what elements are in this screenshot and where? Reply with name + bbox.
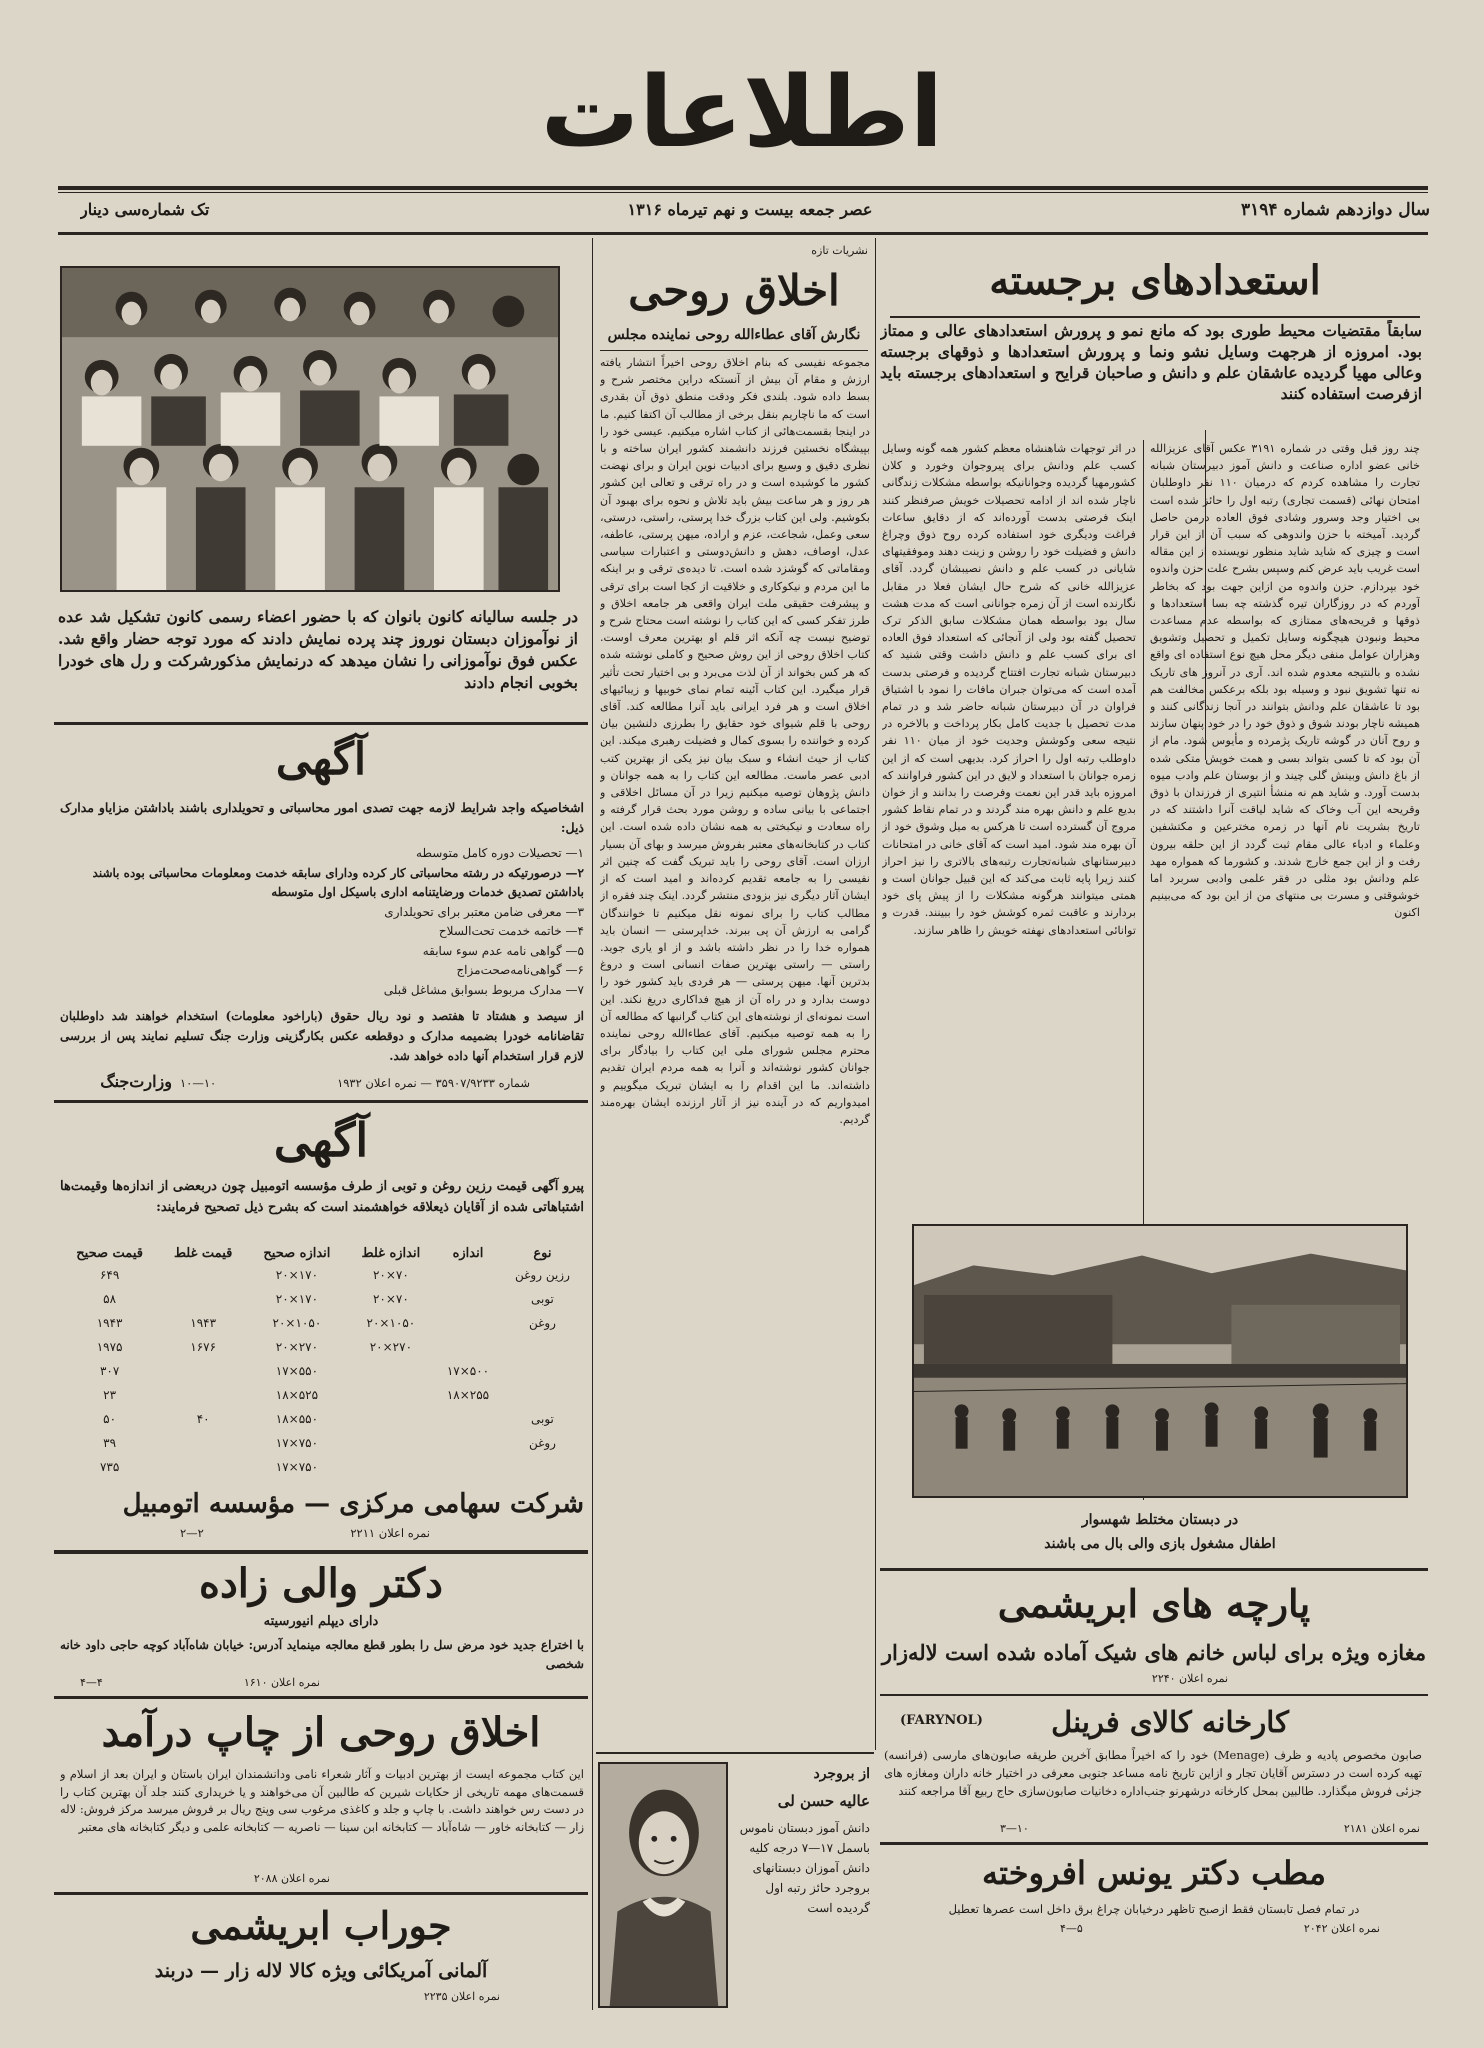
rule-above-farynol (880, 1694, 1428, 1696)
rule-above-silk (880, 1568, 1428, 1571)
correction-table-cell (501, 1479, 584, 1480)
correction-table-row (60, 1287, 584, 1311)
talents-column-right: چند روز قبل وقتی در شماره ۳۱۹۱ عکس آقای عزیزالله خانی عضو اداره صناعت و دانش آموز دبیرستان شبانه تجارت را مشاهده کردم که درمیان ۱۱۰ نفر داوطلبان امتحان نهائی (قسمت تجاری) رتبه اول را حائز شده است بی اختیار وجد وسرور وشادی فوق العاده درمن حاصل گردید. آمیخته با حزن واندوهی که سبب آن از این قرار است و چیزی که شاید شاید منظور نویسنده از این مقاله است غریب باید عرض کنم وسپس بشرح علت حزن واندوه خود بپردازم. حزن واندوه من ازاین جهت بود که بخاطر آوردم که در روزگاران تیره گذشته چه بسا استعدادها و ذوقها و قریحه‌های ممتازی که بواسطه عدم مساعدت محیط ونبودن هیچگونه وسایل تکمیل و تحصیل وتشویق وهزاران عوامل منفی دیگر محل هیچ نوع استفاده ای واقع نشده و بالنتیجه معدوم شده اند. آری در آنروز های تاریک نه تنها تشویق نبود و وسیله بود بلکه برعکس مخالفت هم بود تا عاشقان علم ودانش بتوانند در آنجا زندگانی کنند و همیشه ناچار بودند شوق و ذوق خود را در خود پنهان سازند و روح آنان در گوشه تاریک پژمرده و مأیوس شود. مام از آن بود که تا کسی بتواند بسی و همت خویش متکی شده از باغ دانش وبینش گلی چیند و از بوستان علم وادب میوه بدست آورد. و شاید هم نه منشأ انتیری از فرزندان با ذوق وقریحه این آب وخاک که شاید لیاقت آنرا داشتند که در تاریخ بشریت نام آنها در زمره مخترعین و مکتشفین وعلماء و ادباء عالی مقام ثبت گردد از این حلقه بیرون رفت و از این جمع خارج شدند. و کشورما که همواره مهد علم ودانش بود مثلی در فقر علمی وادبی سربرد اما خوشوقتی و مسرت بی منتهای من از این بود که می‌بینیم اکنون (1150, 442, 1420, 920)
book-ad-ad-no: نمره اعلان ۲۰۸۸ (253, 1872, 330, 1885)
notice1-run: ۱۰—۱۰ (180, 1076, 217, 1090)
correction-table-cell: ۵۵۰×۱۷ (275, 1364, 319, 1378)
notice1-signer: وزارت‌جنگ (100, 1072, 172, 1091)
talents-lede: سابقاً مقتضیات محیط طوری بود که مانع نمو و پرورش استعدادهای عالی و ممتاز بود. امروزه از هرجهت وسایل نشو ونما و پرورش استعدادها و ذوقهای برجسته وعالی مهیا گردیده عاشقان علم و دانش و صاحبان قرایح و استعدادهای برجسته باید ازفرصت استفاده کنند (880, 321, 1422, 403)
correction-table-cell: ۷۵۰×۱۷ (275, 1460, 319, 1474)
correction-table-cell: ۱۹۷۵ (96, 1340, 123, 1354)
correction-table-cell: ۶۴۹ (99, 1268, 120, 1282)
correction-table-cell (159, 1359, 247, 1383)
notice2-ad-no: نمره اعلان ۲۲۱۱ (350, 1526, 430, 1540)
correction-table-cell: ۵۵۰×۱۸ (275, 1412, 319, 1426)
masthead-rule-top (58, 186, 1428, 190)
col-header-correct-price: قیمت صحیح (76, 1246, 143, 1261)
masthead (540, 48, 944, 178)
dr-valizadeh-title: دکتر والی زاده (198, 1560, 443, 1607)
correction-table-row (60, 1263, 584, 1287)
rule-above-ghazvin (596, 1752, 874, 1754)
correction-table-cell (501, 1335, 584, 1359)
correction-table-cell: ۳۹ (103, 1436, 117, 1450)
notice1-intro: اشخاصیکه واجد شرایط لازمه جهت تصدی امور محاسباتی و تحویلداری باشند باداشتن مزایاو مدارک ذیل: (60, 800, 584, 835)
notice1-item: ۷— مدارک مربوط بسوابق مشاغل قبلی (383, 982, 584, 997)
ghazvin-name: عالیه حسن لی (777, 1792, 870, 1810)
correction-table-cell: توبی (531, 1292, 554, 1306)
portrait-illustration (600, 1764, 726, 2006)
col-header-wrong-size: اندازه غلط (361, 1246, 421, 1261)
correction-table-cell (159, 1431, 247, 1455)
rule-above-notice1 (54, 722, 588, 725)
school-photo-illustration (914, 1226, 1406, 1496)
correction-table-cell: ۲۷۰×۲۰ (275, 1340, 319, 1354)
correction-table-cell: ۱۹۴۳ (190, 1316, 217, 1330)
correction-table-cell (435, 1431, 501, 1455)
silk-fabric-title: پارچه های ابریشمی (997, 1581, 1311, 1626)
notice1-item: ۳— معرفی ضامن معتبر برای تحویلداری (384, 904, 584, 919)
col-header-type: نوع (533, 1246, 552, 1261)
school-photo-subcaption: اطفال مشغول بازی والی بال می باشند (1044, 1536, 1276, 1552)
farynol-title: کارخانه کالای فرینل (1051, 1705, 1289, 1739)
correction-table-cell: ۷۰×۲۰ (372, 1268, 409, 1282)
correction-table-header (60, 1244, 584, 1263)
rule-above-notice2 (54, 1100, 588, 1103)
correction-table-cell: ۷۳۵ (99, 1460, 120, 1474)
dr-younes-run: ۴—۵ (1060, 1922, 1083, 1935)
correction-table-cell: ۵۰۰×۱۷ (446, 1364, 490, 1378)
dr-valizadeh-body: با اختراع جدید خود مرض سل را بطور قطع معالجه مینماید آدرس: خیابان شاه‌آباد کوچه حاجی داود خانه شخصی (60, 1638, 584, 1671)
column-rule-left (592, 238, 593, 2010)
dr-valizadeh-run: ۴—۴ (80, 1676, 103, 1689)
correction-table-cell: ۱۰۵۰×۲۰ (366, 1316, 416, 1330)
column-rule-right (875, 238, 876, 1750)
notice2-signer: شرکت سهامی مرکزی — مؤسسه اتومبیل (122, 1489, 584, 1519)
talents-headline: استعدادهای برجسته (989, 257, 1321, 304)
dr-valizadeh-subtitle: دارای دیپلم انیورسیته (263, 1614, 379, 1629)
col-header-size: اندازه (452, 1246, 484, 1261)
notice1-ad-no: شماره ۳۵۹۰۷/۹۲۳۳ — نمره اعلان ۱۹۳۲ (337, 1076, 530, 1090)
rule-above-valizadeh (54, 1550, 588, 1554)
col-header-wrong-price: قیمت غلط (173, 1246, 233, 1261)
correction-table-cell: ۲۷۰×۲۰ (369, 1340, 413, 1354)
dateline-date: عصر جمعه بیست و نهم تیرماه ۱۳۱۶ (627, 200, 873, 219)
correction-table-cell (247, 1479, 347, 1480)
school-volleyball-photo (912, 1224, 1408, 1498)
girls-group-photo (60, 266, 560, 592)
correction-table-cell: ۵۲۵×۱۸ (275, 1388, 319, 1402)
ethics-kicker: نشریات تازه (811, 244, 868, 257)
dr-younes-body: در تمام فصل تابستان فقط ازصبح تاظهر درخیابان چراغ برق داخل است عصرها تعطیل (948, 1902, 1360, 1916)
notice1-title: آگهی (275, 734, 367, 785)
correction-table-cell (60, 1479, 159, 1480)
dr-younes-ad-no: نمره اعلان ۲۰۴۲ (1303, 1922, 1380, 1935)
correction-table-cell (435, 1287, 501, 1311)
farynol-latin: (FARYNOL) (900, 1713, 983, 1728)
correction-table-cell (347, 1479, 435, 1480)
correction-table-cell: روغن (528, 1436, 556, 1450)
correction-table-cell: ۱۶۷۶ (190, 1340, 217, 1354)
rule-above-socks (54, 1892, 588, 1895)
correction-table-cell (501, 1455, 584, 1479)
correction-table-cell: توبی (531, 1412, 554, 1426)
correction-table-cell: ۵۸ (103, 1292, 117, 1306)
correction-table-cell: ۲۳ (103, 1388, 117, 1402)
notice1-item: ۶— گواهی‌نامه‌صحت‌مزاج (456, 963, 584, 977)
farynol-run: ۳—۱۰ (1000, 1822, 1029, 1835)
talents-headline-box (890, 250, 1420, 312)
correction-table-row (60, 1407, 584, 1431)
notice1-item: ۲— درصورتیکه در رشته محاسباتی کار کرده ودارای سابقه خدمت ومعلومات محاسباتی بوده باشند باداشتن تصدیق خدمات ورضایتنامه اداری باسیکل اول متوسطه (92, 865, 584, 899)
rule-above-book-ad (54, 1696, 588, 1699)
correction-table (60, 1244, 584, 1480)
correction-table-cell: ۳۰۷ (99, 1364, 120, 1378)
correction-table-cell: ۲۵۵×۱۸ (446, 1388, 490, 1402)
dateline-price: تک شماره‌سی دینار (80, 200, 210, 219)
correction-table-cell: روغن (528, 1316, 556, 1330)
notice1-items (60, 844, 584, 1004)
ethics-body: مجموعه نفیسی که بنام اخلاق روحی اخیراً انتشار یافته ارزش و مقام آن بیش از آنستکه دراین مختصر شرح و بسط داده شود. بلندی فکر ودقت منطق ذوق آن بقدری است که ما ناچاریم بنقل برخی از مطالب آن اکتفا کنیم. ما در اینجا بقسمت‌هائی از کتاب اشاره میکنیم. عیسی خود را بپیشگاه نخستین فرزند دانشمند کشور ایران ساخته و با نظری دقیق و وسیع برای ادبیات نوین ایران و برای نهضت کشور ما کوشیده است و در راه ترقی و تعالی این کشور هر روز و هر ساعت بیش باید تلاش و نحوه برای بهبود آن بکوشیم. ولی این کتاب بزرگ خدا پرستی، راستی، درستی، سعی وعمل، شجاعت، عزم و اراده، میهن پرستی، عاطفه، عدل، اوصاف، دهش و دانش‌دوستی و اعتبارات سیاسی ومقاماتی که گوشزد شده است. تا دیده‌ی ترقی و بر اینکه ما این مردم و نیکوکاری و خلاقیت از کجا است برای ترقی و پیشرفت حقیقی ملت ایران واقعی هر جامعه اخلاق و طرز تفکر کسی که این کتاب را نوشته است محتاج شرح و توضیح نیست چه آنکه اثر قلم او بهترین معرف اوست. کتاب اخلاق روحی از این روش صحیح و کاملی نوشته شده که هر کس بخواند از آن لذت می‌برد و بی اختیار تحت تأثیر قرار میگیرد. این کتاب آئینه تمام نمای خوبیها و زیبائیهای اخلاق است و هر فرد ایرانی باید آنرا مطالعه کند. آقای روحی با قلم شیوای خود حقایق را بطرزی دلنشین بیان کرده و خواننده را بسوی کمال و فضیلت رهبری میکند. این کتاب از حیث انشاء و سبک بیان نیز یکی از بهترین کتب ادبی عصر ماست. مطالعه این کتاب را به همه جوانان و دانش پژوهان توصیه میکنیم زیرا در آن مسائل اخلاقی و اجتماعی با بیانی ساده و روشن مورد بحث قرار گرفته و راه سعادت و نیکبختی به همه نشان داده شده است. این کتاب در کتابخانه‌های معتبر بفروش میرسد و بهای آن بسیار ارزان است. آقای روحی را باید تبریک گفت که چنین اثر نفیسی را به جامعه تقدیم کرده‌اند و امید است که از ایشان آثار دیگری نیز بزودی منتشر گردد. اینک چند فقره از مطالب کتاب را برای نمونه نقل میکنیم تا خوانندگان گرامی به ارزش آن پی ببرند. خداپرستی — انسان باید همواره خدا را در نظر داشته باشد و از او یاری جوید. راستی — راستی بهترین صفات انسانی است و دروغ بدترین آنها. میهن پرستی — هر فردی باید کشور خود را دوست بدارد و در راه آن از هیچ فداکاری دریغ نکند. این است نمونه‌ای از نوشته‌های این کتاب گرانبها که مطالعه آن را به همه توصیه میکنیم. آقای عطاءالله روحی نماینده محترم مجلس شورای ملی این کتاب را بیادگار برای جوانان کشور نوشته‌اند و آنرا به همه مردم ایران تقدیم داشته‌اند. ما این اقدام را به ایشان تبریک میگوییم و امیدواریم که در آینده نیز از آثار ارزنده ایشان بهره‌مند گردیم. (600, 356, 870, 1126)
masthead-rule-thin (58, 192, 1428, 193)
col-header-correct-size: اندازه صحیح (263, 1246, 331, 1261)
dr-younes-title: مطب دکتر یونس افروخته (981, 1854, 1327, 1892)
correction-table-cell (159, 1287, 247, 1311)
correction-table-grid (60, 1244, 584, 1480)
notice1-item: ۵— گواهی نامه عدم سوء سابقه (422, 943, 584, 958)
correction-table-cell: ۱۹۴۳ (96, 1316, 123, 1330)
correction-table-row (60, 1359, 584, 1383)
notice2-title: آگهی (273, 1113, 369, 1167)
correction-table-cell: ۷۰×۲۰ (372, 1292, 409, 1306)
correction-table-cell (501, 1359, 584, 1383)
correction-table-cell: ۷۵۰×۱۷ (275, 1436, 319, 1450)
rule-above-younes (880, 1842, 1428, 1845)
dateline-issue: سال دوازدهم شماره ۳۱۹۴ (1241, 200, 1430, 220)
dr-valizadeh-ad-no: نمره اعلان ۱۶۱۰ (243, 1676, 320, 1689)
ethics-byline-rule (600, 350, 868, 351)
notice1-item: ۱— تحصیلات دوره کامل متوسطه (416, 846, 584, 860)
correction-table-cell (159, 1383, 247, 1407)
correction-table-cell: ۴۰ (196, 1412, 210, 1426)
silk-socks-ad-no: نمره اعلان ۲۲۳۵ (423, 1990, 500, 2003)
talents-headline-rule (890, 316, 1420, 318)
correction-table-cell (435, 1335, 501, 1359)
correction-table-cell (347, 1455, 435, 1479)
silk-socks-title: جوراب ابریشمی (190, 1903, 452, 1948)
correction-table-row (60, 1311, 584, 1335)
farynol-body: صابون مخصوص پادیه و ظرف (Menage) خود را که اخیراً مطابق آخرین طریقه صابون‌های مارسی (فرانسه) تهیه کرده است در دسترس آقایان تجار و ازاین تاریخ نامه مساعد جنوبی معرفی در اختیار خانه داران ومغازه های جزئی فروش میگذارد. طالبین بمحل کارخانه درشهرنو جنب‌اداره دخانیات صابون‌سازی حاج ربیع آقا مراجعه کنند (884, 1748, 1422, 1798)
correction-table-row (60, 1431, 584, 1455)
correction-table-cell: ۱۷۰×۲۰ (275, 1268, 319, 1282)
correction-table-row (60, 1335, 584, 1359)
correction-table-cell (347, 1407, 435, 1431)
correction-table-cell (435, 1311, 501, 1335)
silk-fabric-subtitle: مغازه ویژه برای لباس خانم های شیک آماده شده است لاله‌زار (881, 1640, 1427, 1665)
ethics-byline: نگارش آقای عطاءالله روحی نماینده مجلس (607, 327, 861, 343)
correction-table-cell (347, 1383, 435, 1407)
correction-table-row (60, 1383, 584, 1407)
correction-table-cell (159, 1479, 247, 1480)
masthead-title: اطلاعات (540, 56, 944, 170)
silk-fabric-ad-no: نمره اعلان ۲۲۴۰ (1151, 1672, 1229, 1685)
correction-table-cell (159, 1455, 247, 1479)
correction-table-cell (347, 1359, 435, 1383)
student-portrait-photo (598, 1762, 728, 2008)
book-ad-title: اخلاق روحی از چاپ درآمد (101, 1709, 541, 1756)
school-photo-caption: در دبستان مختلط شهسوار (1081, 1512, 1239, 1528)
correction-table-cell: رزین روغن (515, 1268, 570, 1282)
correction-table-cell (435, 1407, 501, 1431)
correction-table-cell (501, 1383, 584, 1407)
correction-table-cell (347, 1431, 435, 1455)
ghazvin-kicker: از بروجرد (813, 1766, 870, 1782)
notice1-outro: از سیصد و هشتاد تا هفتصد و نود ریال حقوق (باراخود معلومات) استخدام خواهند شد داوطلبان تقاضانامه خودرا بضمیمه مدارک و دوقطعه عکس بکارگزینی وزارت جنگ تسلیم نمایند پس از بررسی لازم قرار استخدام آنها داده خواهد شد. (60, 1009, 584, 1063)
farynol-ad-no: نمره اعلان ۲۱۸۱ (1343, 1822, 1420, 1835)
silk-socks-subtitle: آلمانی آمریکائی ویژه کالا لاله زار — دربند (154, 1960, 488, 1982)
notice1-item: ۴— خاتمه خدمت تحت‌السلاح (438, 924, 584, 938)
correction-table-cell (435, 1455, 501, 1479)
talents-column-left: در اثر توجهات شاهنشاه معظم کشور همه گونه وسایل کسب علم ودانش برای پیروجوان وخورد و کلان کشورمهیا گردیده وجوانانیکه بواسطه مشکلات زندگانی ناچار شده اند از ادامه تحصیلات خویش صرفنظر کنند اینک فرصتی بدست آورده‌اند که از دقایق ساعات فراغت ودیگری خود استفاده کرده روح ذوق وچراغ دانش و فضیلت خود را روشن و زینت دهند وموفقیتهای شایانی در کسب علم و دانش نصیبشان گردد. آقای عزیزالله خانی که شرح حال ایشان فعلا در مقابل نگارنده است از آن زمره جوانانی است که مدت هشت سال بود بواسطه همان مشکلات سابق الذکر ترک تحصیل گفته بود ولی از آنجائی که استعداد فوق العاده ای برای کسب علم و دانش داشت وقتی شنید که دبیرستان شبانه تجارت افتتاح گردیده و فرصتی بدست آمده است که می‌توان جبران مافات را نمود با اشتیاق فراوان در آن دبیرستان شبانه حاضر شد و در تمام مدت تحصیل با جدیت کامل بکار پرداخت و بالاخره در نتیجه سعی وکوشش وجدیت خود از میان ۱۱۰ نفر داوطلب رتبه اول را احراز کرد. بدیهی است که از این زمره جوانان با استعداد و لایق در این کشور فراوانند که امروزه باید قدر این نعمت وفرصت را بدانند و از خوان بدیع علم و دانش بهره مند گردند و در تمام نقاط کشور مروج آن گسترده است تا هرکس به میل وشوق خود از آن بهره مند شود. امید است که آقای خانی در امتحانات دبیرستانهای شبانه‌تجارت رتبه‌های بالاتری را نیز احراز کنند زیرا پایه ثابت می‌کند که این قبیل جوانان است و همتی میتوانند هرگونه مشکلات را از پیش پای خود بردارند و عاقبت ثمره کوشش خود را ببینند. قدرت و توانائی استعدادهای نهفته خویش را ظاهر سازند. (882, 442, 1136, 937)
correction-table-cell: ۱۷۰×۲۰ (275, 1292, 319, 1306)
correction-table-cell (435, 1263, 501, 1287)
ghazvin-body: دانش آموز دبستان ناموس باسمل ۱۷—۷ درجه کلیه دانش آموزان دبستانهای بروجرد حائز رتبه اول گردیده است (739, 1821, 870, 1915)
correction-table-row (60, 1455, 584, 1479)
notice2-intro: پیرو آگهی قیمت رزین روغن و توبی از طرف مؤسسه اتومبیل چون دربعضی از اندازه‌ها وقیمت‌ها اشتباهاتی شده از آقایان ذیعلاقه خواهشمند است که بشرح ذیل تصحیح فرمایند: (60, 1179, 584, 1215)
ethics-headline: اخلاق روحی (628, 266, 840, 315)
girls-photo-illustration (62, 268, 558, 590)
correction-table-cell (159, 1263, 247, 1287)
correction-table-cell: ۵۰ (103, 1412, 117, 1426)
book-ad-body: این کتاب مجموعه ایست از بهترین ادبیات و آثار شعراء نامی ودانشمندان ایران باستان و ایران بعد از اسلام و قسمت‌های مهمه تاریخی از حکایات شیرین که طالبین آن می‌خواهند و یا خریداری کنند جلد آن بهترین کتاب را در دست رس خواهند داشت. با چاپ و جلد و کاغذی مرغوب سی وپنج ریال بر فروش میرسد مرکز فروش: لاله زار — کتابخانه خاور — شاه‌آباد — کتابخانه ابن سینا — ناصریه — کتابخانه علمی و دیگر کتابخانه های معتبر (60, 1767, 584, 1834)
correction-table-cell (435, 1479, 501, 1480)
dateline-rule (58, 232, 1428, 235)
notice2-run: ۲—۲ (180, 1526, 204, 1540)
correction-table-cell: ۱۰۵۰×۲۰ (272, 1316, 322, 1330)
girls-photo-caption: در جلسه سالیانه کانون بانوان که با حضور اعضاء رسمی کانون تشکیل شد عده از نوآموزان دبستان نوروز چند پرده نمایش دادند که مورد توجه حضار واقع شد. عکس فوق نوآموزانی را نشان میدهد که درنمایش مذکورشرکت و رل های خودرا بخوبی انجام دادند (58, 607, 578, 692)
correction-table-row (60, 1479, 584, 1480)
